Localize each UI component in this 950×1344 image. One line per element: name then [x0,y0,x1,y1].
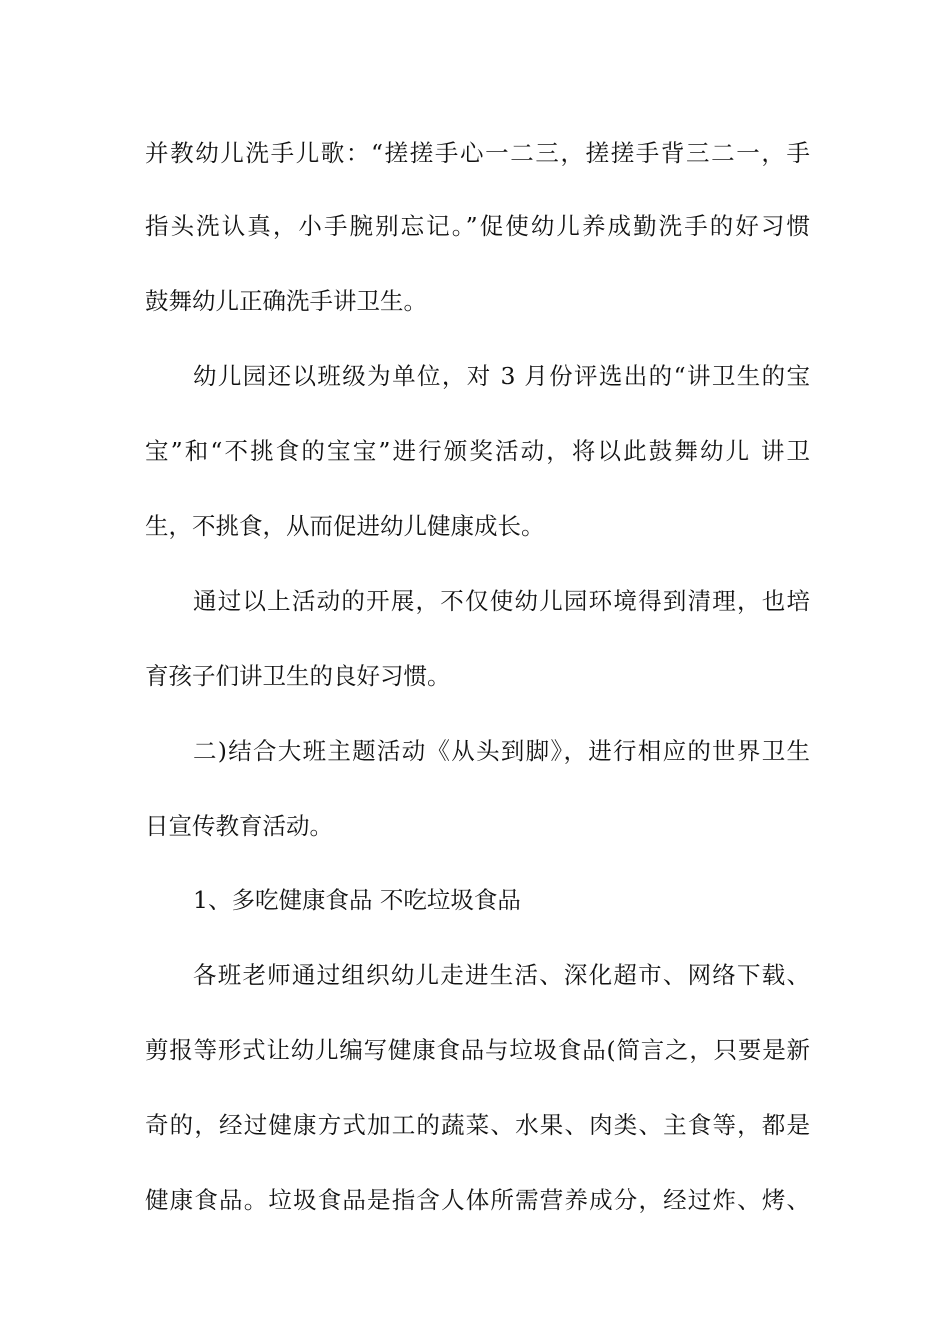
section-heading: 1、多吃健康食品 不吃垃圾食品 [193,886,521,914]
text-line: 育孩子们讲卫生的良好习惯。 [145,662,451,690]
text-line: 生，不挑食，从而促进幼儿健康成长。 [145,512,545,540]
text-line: 指头洗认真，小手腕别忘记。”促使幼儿养成勤洗手的好习惯 [145,212,810,240]
text-line: 并教幼儿洗手儿歌：“搓搓手心一二三，搓搓手背三二一，手 [145,139,810,167]
paragraph-first-line: 通过以上活动的开展，不仅使幼儿园环境得到清理，也培 [193,587,810,615]
paragraph-first-line: 各班老师通过组织幼儿走进生活、深化超市、网络下载、 [193,961,810,989]
text-line: 剪报等形式让幼儿编写健康食品与垃圾食品(简言之，只要是新 [145,1036,810,1064]
text-line: 奇的，经过健康方式加工的蔬菜、水果、肉类、主食等，都是 [145,1111,810,1139]
text-line: 宝”和“不挑食的宝宝”进行颁奖活动，将以此鼓舞幼儿 讲卫 [145,437,810,465]
paragraph-first-line: 幼儿园还以班级为单位，对 3 月份评选出的“讲卫生的宝 [193,362,810,390]
paragraph-first-line: 二)结合大班主题活动《从头到脚》，进行相应的世界卫生 [193,737,810,765]
text-line: 健康食品。垃圾食品是指含人体所需营养成分，经过炸、烤、 [145,1186,810,1214]
text-line: 鼓舞幼儿正确洗手讲卫生。 [145,287,427,315]
text-line: 日宣传教育活动。 [145,812,333,840]
